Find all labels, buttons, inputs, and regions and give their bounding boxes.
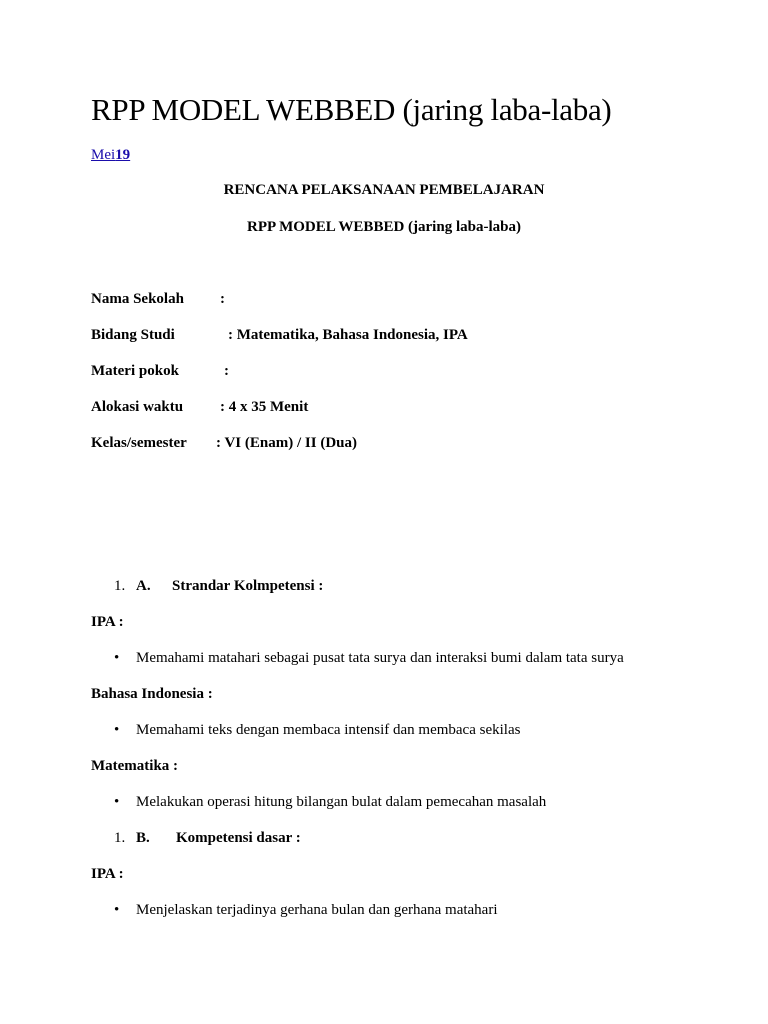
date-month[interactable]: Mei xyxy=(91,147,116,163)
label-nama-sekolah: Nama Sekolah xyxy=(91,291,184,307)
label-bidang-studi: Bidang Studi xyxy=(91,327,175,343)
value-nama-sekolah: : xyxy=(220,291,225,307)
bullet-icon: • xyxy=(114,650,120,666)
list-item: Memahami matahari sebagai pusat tata surya dan interaksi bumi dalam tata surya xyxy=(136,650,624,666)
value-alokasi-waktu: : 4 x 35 Menit xyxy=(220,399,309,415)
value-materi-pokok: : xyxy=(224,363,229,379)
bullet-icon: • xyxy=(114,794,120,810)
document-title: RPP MODEL WEBBED (jaring laba-laba) xyxy=(91,92,612,127)
list-item: Melakukan operasi hitung bilangan bulat dalam pemecahan masalah xyxy=(136,794,547,810)
subject-ipa-a: IPA : xyxy=(91,614,124,630)
label-materi-pokok: Materi pokok xyxy=(91,363,179,379)
subject-matematika: Matematika : xyxy=(91,758,179,774)
bullet-icon: • xyxy=(114,722,120,738)
value-bidang-studi: : Matematika, Bahasa Indonesia, IPA xyxy=(228,327,468,343)
list-item: Menjelaskan terjadinya gerhana bulan dan gerhana matahari xyxy=(136,902,498,918)
subject-ipa-b: IPA : xyxy=(91,866,124,882)
value-kelas-semester: : VI (Enam) / II (Dua) xyxy=(216,435,357,451)
list-item: Memahami teks dengan membaca intensif dan membaca sekilas xyxy=(136,722,521,738)
section-b-letter: B. xyxy=(136,830,150,846)
section-b-title: Kompetensi dasar : xyxy=(176,830,301,846)
section-b-number: 1. xyxy=(114,830,126,846)
heading-rpp-model: RPP MODEL WEBBED (jaring laba-laba) xyxy=(247,219,521,235)
date-day[interactable]: 19 xyxy=(115,147,131,163)
section-a-letter: A. xyxy=(136,578,151,594)
heading-rencana: RENCANA PELAKSANAAN PEMBELAJARAN xyxy=(223,182,545,198)
label-kelas-semester: Kelas/semester xyxy=(91,435,187,451)
post-date-link[interactable] xyxy=(91,147,130,164)
section-a-title: Strandar Kolmpetensi : xyxy=(172,578,324,594)
label-alokasi-waktu: Alokasi waktu xyxy=(91,399,184,415)
section-a-number: 1. xyxy=(114,578,126,594)
bullet-icon: • xyxy=(114,902,120,918)
subject-bahasa-indonesia: Bahasa Indonesia : xyxy=(91,686,213,702)
